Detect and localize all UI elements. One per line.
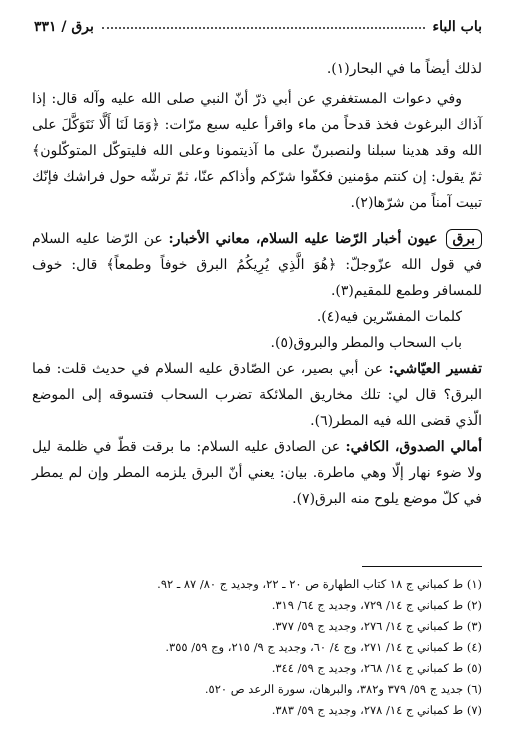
- page-reference: برق / ٣٣١: [34, 19, 94, 35]
- source-lead: تفسير العيّاشي:: [388, 361, 482, 377]
- source-lead: أمالي الصدوق، الكافي:: [345, 439, 482, 455]
- footnote: (٥) ط كمباني ج ١٤/ ٢٦٨، وجديد ج ٥٩/ ٣٤٤.: [271, 661, 482, 675]
- paragraph: تفسير العيّاشي: عن أبي بصير، عن الصّادق عليه السلام في حديث قلت: فما البرق؟ قال لي: تلك مخاريق الملائكة تضرب السحاب فتسوقه إلى الموضع الّذي قضى الله فيه المطر(٦).: [32, 361, 482, 429]
- main-text: [32, 56, 482, 512]
- footnote-separator: [362, 566, 482, 567]
- source-lead: عيون أخبار الرّضا عليه السلام، معاني الأخبار:: [168, 231, 438, 247]
- paragraph: أمالي الصدوق، الكافي: عن الصادق عليه السلام: ما برقت قطّ في ظلمة ليل ولا ضوء نهار إلّا وهي ماطرة. بيان: يعني أنّ البرق يلزمه المطر وإن لم يمطر في كلّ موضع يلوح منه البرق(٧).: [32, 439, 482, 507]
- footnote: (٧) ط كمباني ج ١٤/ ٢٧٨، وجديد ج ٥٩/ ٣٨٣.: [271, 703, 482, 717]
- paragraph: لذلك أيضاً ما في البحار(١).: [326, 61, 482, 77]
- footnote: (١) ط كمباني ج ١٨ كتاب الطهارة ص ٢٠ ـ ٢٢، وجديد ج ٨٠/ ٨٧ ـ ٩٢.: [157, 577, 482, 591]
- running-header: [34, 15, 482, 39]
- footnote: (٣) ط كمباني ج ١٤/ ٢٧٦، وجديد ج ٥٩/ ٣٧٧.: [271, 619, 482, 633]
- header-leader-dots: [102, 26, 425, 29]
- entry-keyword-box: برق: [446, 229, 482, 249]
- paragraph: وفي دعوات المستغفري عن أبي ذرّ أنّ النبي صلى الله عليه وآله قال: إذا آذاك البرغوث فخذ قدحاً من ماء واقرأ عليه سبع مرّات: ﴿وَمَا لَنَا أَلَّا نَتَوَكَّلَ على الله وقد هدينا سبلنا ولنصبرنّ على ما آذيتمونا وعلى الله فليتوكّل المتوكّلون﴾ ثمّ يقول: إن كنتم مؤمنين فكفّوا شرّكم وأذاكم عنّا، ثمّ ترشّه حول فراشك فإنّك تبيت آمناً من شرّها(٢).: [32, 91, 482, 211]
- keyword-entry: [32, 226, 482, 304]
- footnotes: [60, 574, 482, 721]
- paragraph: باب السحاب والمطر والبروق(٥).: [270, 335, 462, 351]
- entry-text: عن الرّضا عليه السلام في قول الله عزّوجلّ: ﴿هُوَ الَّذِي يُرِيكُمُ البرق خوفاً وطمعاً﴾ قال: خوف للمسافر وطمع للمقيم(٣).: [32, 231, 482, 299]
- chapter-title: باب الباء: [432, 19, 482, 35]
- paragraph: كلمات المفسّرين فيه(٤).: [316, 309, 462, 325]
- footnote: (٤) ط كمباني ج ١٤/ ٢٧١، وج ٤/ ٦٠، وجديد ج ٩/ ٢١٥، وج ٥٩/ ٣٥٥.: [165, 640, 482, 654]
- footnote: (٦) جديد ج ٥٩/ ٣٧٩ و٣٨٢، والبرهان، سورة الرعد ص ٥٢٠.: [204, 682, 482, 696]
- footnote: (٢) ط كمباني ج ١٤/ ٧٢٩، وجديد ج ٦٤/ ٣١٩.: [271, 598, 482, 612]
